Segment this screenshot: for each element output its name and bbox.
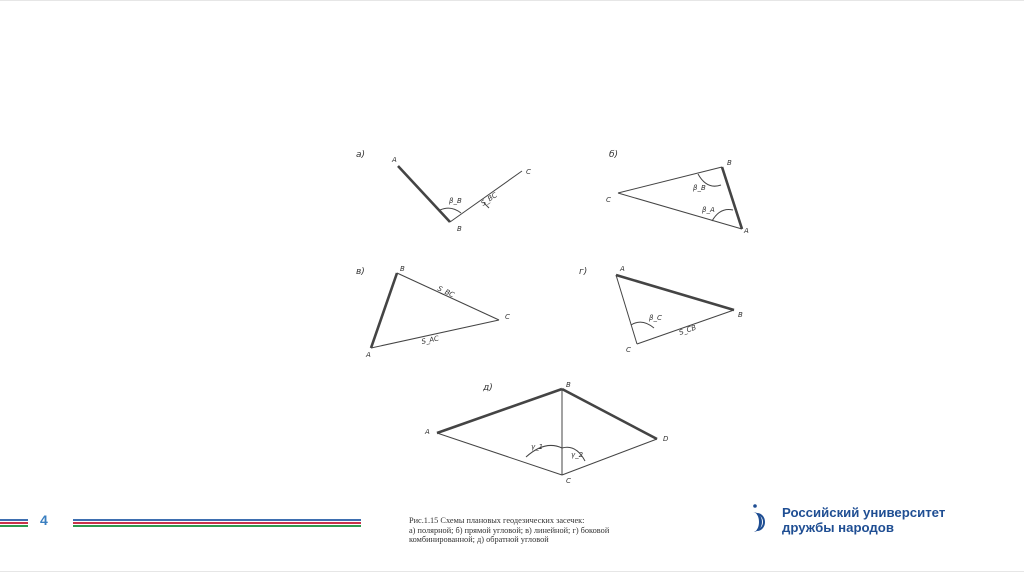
point-label: C [566, 477, 571, 485]
globe-logo-icon [752, 504, 766, 532]
caption-line: комбинированной; д) обратной угловой [409, 535, 549, 545]
panel-g-letter: г) [579, 267, 588, 277]
point-label: A [620, 265, 625, 273]
panel-d-letter: д) [483, 383, 493, 393]
side-label: S_CB [678, 323, 698, 337]
panel-b-letter: б) [609, 150, 619, 160]
point-label: C [526, 168, 531, 176]
point-label: B [727, 159, 732, 167]
figure-caption [409, 516, 709, 545]
point-label: B [457, 225, 462, 233]
point-label: A [744, 227, 749, 235]
angle-label: β_B [449, 197, 462, 205]
panel-d [437, 389, 657, 475]
angle-label: γ_2 [571, 451, 584, 459]
point-label: D [663, 435, 669, 443]
caption-line: а) полярной; б) прямой угловой; в) линейной; г) боковой [409, 525, 610, 535]
panel-a [398, 166, 522, 222]
angle-label: γ_1 [531, 443, 544, 451]
point-label: B [738, 311, 743, 319]
point-label: C [505, 313, 510, 321]
side-label: S_BC [436, 284, 456, 300]
point-label: A [366, 351, 371, 359]
point-label: C [626, 346, 631, 354]
angle-label: β_A [702, 206, 715, 214]
panel-g [616, 275, 734, 344]
point-label: B [566, 381, 571, 389]
panel-v-letter: в) [356, 267, 365, 277]
side-label: S_BC [479, 191, 499, 208]
point-label: A [392, 156, 397, 164]
side-label: S_AC [420, 334, 440, 346]
bottom-border [0, 571, 1024, 572]
point-label: B [400, 265, 405, 273]
left-stripes [0, 519, 28, 529]
panel-a-letter: а) [356, 150, 366, 160]
point-label: A [425, 428, 430, 436]
university-logo [752, 494, 1012, 538]
right-stripes [73, 519, 361, 529]
caption-line: Рис.1.15 Схемы плановых геодезических засечек: [409, 516, 585, 525]
page-number: 4 [40, 512, 48, 528]
panel-b [618, 167, 742, 229]
logo-line-1: Российский университет [782, 505, 946, 520]
point-label: C [606, 196, 611, 204]
angle-label: β_C [649, 314, 662, 322]
logo-line-2: дружбы народов [782, 519, 894, 535]
angle-label: β_B [693, 184, 706, 192]
